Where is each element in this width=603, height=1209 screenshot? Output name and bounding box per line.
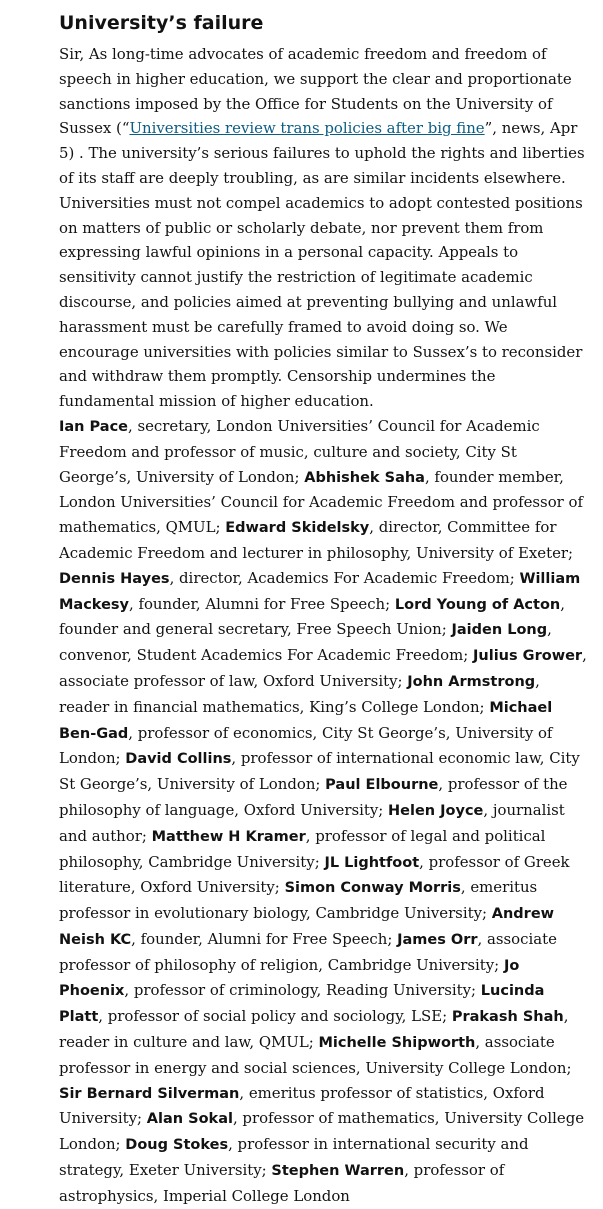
signatory-name: Doug Stokes <box>125 1137 229 1154</box>
signatory-role: , secretary, London Universities’ Council for Academic Freedom and professor of music, culture and society, City St George’s, University of London; <box>59 416 540 486</box>
signatory-role: , professor of astrophysics, Imperial College London <box>59 1161 505 1205</box>
signatory-role: , professor of social policy and sociology, LSE; <box>98 1007 452 1026</box>
signatory-name: Dennis Hayes <box>59 570 170 587</box>
signatory-name: Jo Phoenix <box>59 957 520 1000</box>
signatory-name: Prakash Shah <box>451 1009 564 1026</box>
signatories-list <box>59 414 589 1209</box>
signatory-name: Abhishek Saha <box>304 469 425 486</box>
signatory-role: , associate professor in energy and social sciences, University College London; <box>59 1033 572 1077</box>
signatory-name: Michael Ben-Gad <box>59 699 553 742</box>
signatory-name: Michelle Shipworth <box>318 1035 476 1052</box>
signatory-role: , founder and general secretary, Free Speech Union; <box>59 594 565 639</box>
body-text-after-link: ”, news, Apr 5) . The university’s serious failures to uphold the rights and liberties of its staff are deeply troubling, as are similar incidents elsewhere. Universities must not compel academics to adopt contested positions on matters of public or scholarly debate, nor prevent them from expressing lawful opinions in a personal capacity. Appeals to sensitivity cannot justify the restriction of legitimate academic discourse, and policies aimed at preventing bullying and unlawful harassment must be carefully framed to avoid doing so. We encourage universities with policies similar to Sussex’s to reconsider and withdraw them promptly. Censorship undermines the fundamental mission of higher education. <box>59 119 585 411</box>
signatory-role: , journalist and author; <box>59 800 565 845</box>
signatory-name: Helen Joyce <box>388 802 484 819</box>
signatory-role: , professor of the philosophy of language, Oxford University; <box>59 775 568 819</box>
signatory-name: Stephen Warren <box>271 1163 405 1180</box>
signatory-name: Simon Conway Morris <box>284 880 461 897</box>
signatory-name: Lord Young of Acton <box>394 596 561 613</box>
signatory-role: , associate professor of law, Oxford University; <box>59 646 587 690</box>
signatory-name: Julius Grower <box>473 648 583 665</box>
signatory-role: , director, Committee for Academic Freedom and lecturer in philosophy, University of Exeter; <box>59 518 574 562</box>
signatory-name: Lucinda Platt <box>59 983 545 1026</box>
signatory-role: , associate professor of philosophy of religion, Cambridge University; <box>59 929 557 974</box>
signatory-name: John Armstrong <box>407 673 536 690</box>
signatory-role: , professor of international economic law, City St George’s, University of London; <box>59 749 580 794</box>
signatory-role: , professor of economics, City St George’s, University of London; <box>59 723 553 768</box>
signatory-role: , professor of mathematics, University College London; <box>59 1109 585 1154</box>
signatory-name: Sir Bernard Silverman <box>59 1085 240 1102</box>
letter-title: University’s failure <box>59 12 264 34</box>
signatory-role: , founder, Alumni for Free Speech; <box>131 929 398 948</box>
signatory-name: William Mackesy <box>59 570 581 613</box>
signatory-name: James Orr <box>397 931 478 948</box>
signatory-role: , professor of criminology, Reading University; <box>124 981 481 1000</box>
signatory-name: Alan Sokal <box>146 1111 233 1128</box>
signatory-name: JL Lightfoot <box>324 854 420 871</box>
signatory-role: , professor of Greek literature, Oxford University; <box>59 852 570 897</box>
signatory-name: Edward Skidelsky <box>225 520 370 537</box>
signatory-role: , director, Academics For Academic Freedom; <box>169 568 520 587</box>
signatory-role: , reader in culture and law, QMUL; <box>59 1007 569 1052</box>
body-text-before-link: Sir, As long-time advocates of academic freedom and freedom of speech in higher education, we support the clear and proportionate sanctions imposed by the Office for Students on the University of Sussex (“ <box>59 45 572 138</box>
letter-body <box>59 42 589 414</box>
signatory-role: , founder, Alumni for Free Speech; <box>128 594 395 613</box>
signatory-name: Matthew H Kramer <box>151 828 306 845</box>
signatory-role: , emeritus professor in evolutionary biology, Cambridge University; <box>59 878 538 923</box>
signatory-name: Jaiden Long <box>451 622 548 639</box>
signatory-name: Ian Pace <box>59 418 129 435</box>
signatory-name: David Collins <box>125 751 232 768</box>
signatory-role: , reader in financial mathematics, King’s College London; <box>59 671 540 716</box>
signatory-role: , emeritus professor of statistics, Oxford University; <box>59 1083 545 1128</box>
signatory-name: Paul Elbourne <box>325 777 439 794</box>
signatory-role: , professor of legal and political philosophy, Cambridge University; <box>59 826 546 871</box>
signatory-name: Andrew Neish KC <box>59 906 555 948</box>
signatory-role: , founder member, London Universities’ Council for Academic Freedom and professor of mathematics, QMUL; <box>59 467 583 537</box>
article-link[interactable]: Universities review trans policies after big fine <box>129 119 485 138</box>
signatory-role: , professor in international security and strategy, Exeter University; <box>59 1135 529 1180</box>
signatory-role: , convenor, Student Academics For Academic Freedom; <box>59 620 552 665</box>
